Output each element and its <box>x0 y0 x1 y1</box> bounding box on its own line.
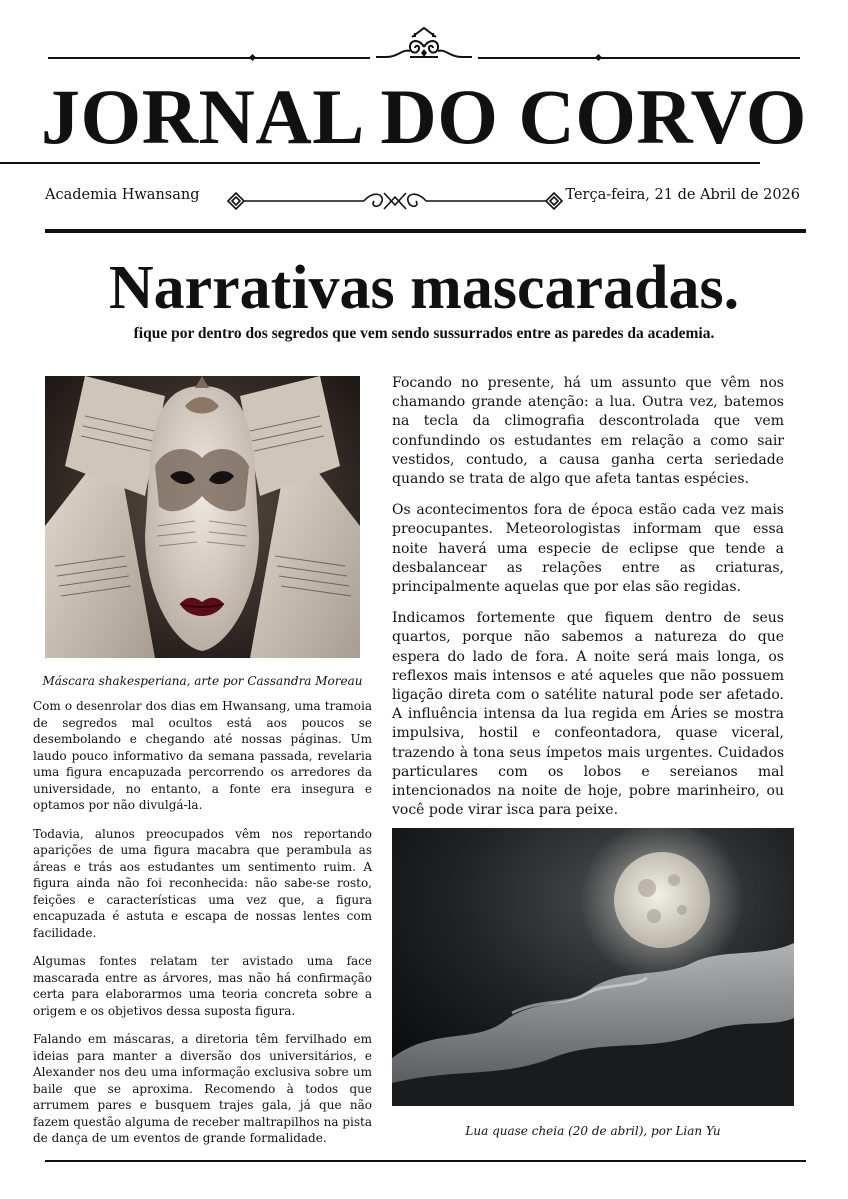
top-rule-left <box>48 57 370 59</box>
mask-photo-caption: Máscara shakesperiana, arte por Cassandra Moreau <box>42 674 363 688</box>
left-column <box>33 698 372 1159</box>
paragraph: Algumas fontes relatam ter avistado uma face mascarada entre as árvores, mas não há confirmação certa para elaborarmos uma teoria concreta sobre a origem e os objetivos dessa suposta figura. <box>33 954 372 1018</box>
right-column <box>392 374 784 832</box>
issue-date: Terça-feira, 21 de Abril de 2026 <box>565 187 800 203</box>
masthead-rule <box>0 162 760 164</box>
paragraph: Com o desenrolar dos dias em Hwansang, uma tramoia de segredos mal ocultos está aos poucos se desembolando e chegando até nossas páginas. Um laudo pouco informativo da semana passada, revelaria uma figura encapuzada percorrendo os arredores da universidade, no entanto, a fonte era insegura e optamos por não divulgá-la. <box>33 699 372 812</box>
moon-photo-caption: Lua quase cheia (20 de abril), por Lian Yu <box>465 1124 721 1138</box>
crown-ornament-icon <box>370 17 478 67</box>
full-moon-icon <box>392 828 794 1106</box>
academy-name: Academia Hwansang <box>45 187 200 203</box>
rule-dot <box>249 54 256 61</box>
subheadline: fique por dentro dos segredos que vem sendo sussurrados entre as paredes da academia. <box>133 325 715 342</box>
footer-rule <box>45 1160 806 1162</box>
paragraph: Indicamos fortemente que fiquem dentro de seus quartos, porque não sabemos a natureza do que espera do lado de fora. A noite será mais longa, os reflexos mais intensos e até aqueles que não possuem ligação direta com o satélite natural pode ser afetado. A influência intensa da lua regida em Áries se mostra impulsiva, hostil e confeontadora, quase viceral, trazendo à tona seus ímpetos mais urgentes. Cuidados particulares com os lobos e sereianos mal intencionados na noite de hoje, pobre marinheiro, ou você pode virar isca para peixe. <box>392 610 784 819</box>
top-rule-right <box>478 57 800 59</box>
divider-ornament-icon <box>224 183 566 219</box>
header-thick-rule <box>45 229 806 233</box>
rule-dot <box>595 54 602 61</box>
mask-photo <box>45 376 360 658</box>
paragraph: Os acontecimentos fora de época estão cada vez mais preocupantes. Meteorologistas informam que essa noite haverá uma especie de eclipse que tende a desbalancear as relações entre as criaturas, principalmente aquelas que por elas são regidas. <box>392 502 784 596</box>
newspaper-title: JORNAL DO CORVO <box>41 73 807 160</box>
venetian-mask-icon <box>45 376 360 658</box>
paragraph: Todavia, alunos preocupados vêm nos reportando aparições de uma figura macabra que perambula as áreas e trás aos estudantes um sentimento ruim. A figura ainda não foi reconhecida: não sabe-se rosto, feições e características uma vez que, a figura encapuzada é astuta e escapa de nossas lentes com facilidade. <box>33 826 372 940</box>
moon-photo <box>392 828 794 1106</box>
headline: Narrativas mascaradas. <box>108 254 740 322</box>
paragraph: Focando no presente, há um assunto que vêm nos chamando grande atenção: a lua. Outra vez, batemos na tecla da climografia descontrolada que vem confundindo os estudantes em relação a como sair vestidos, contudo, a causa ganha certa seriedade quando se trata de algo que afeta tantas espécies. <box>392 375 784 488</box>
paragraph: Falando em máscaras, a diretoria têm fervilhado em ideias para manter a diversão dos universitários, e Alexander nos deu uma informação exclusiva sobre um baile que se aproxima. Recomendo à todos que arrumem pares e busquem trajes gala, já que não fazem questão alguma de receber maltrapilhos na pista de dança de um eventos de grande formalidade. <box>33 1032 372 1145</box>
